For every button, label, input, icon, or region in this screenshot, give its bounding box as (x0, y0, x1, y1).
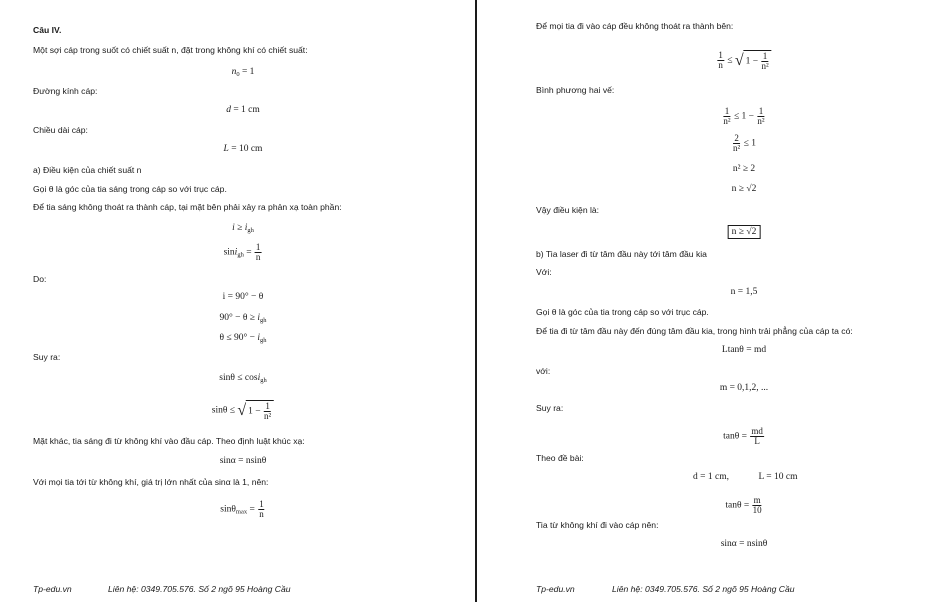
eq-m-values: m = 0,1,2, ... (719, 383, 769, 393)
eq-n2-ge-2: n² ≥ 2 (732, 164, 756, 174)
eq-i-ge-igh: $i \ge i_{gh}$ (232, 223, 254, 234)
diameter-label: Đường kính cáp: (33, 86, 98, 96)
eq-tan-md-l: tanθ = $\frac{md}{L}$ (723, 426, 763, 446)
eq-ltan: Ltanθ = md (721, 345, 767, 355)
eq-sin-le-cos: sinθ ≤ cosi$_{gh}$ (219, 373, 267, 384)
eq-given-L: L = 10 cm (758, 472, 798, 482)
total-reflection-text: Để tia sáng không thoát ra thành cáp, tại mặt bên phải xảy ra phản xạ toàn phần: (33, 202, 342, 212)
eq-tan-m-10: tanθ = $\frac{m}{10}$ (725, 495, 762, 515)
eq-squared: $\frac{1}{\text{n²}}$ ≤ 1 − $\frac{1}{\text{n²}}$ (723, 106, 765, 126)
eq-snell-right: sinα = nsinθ (720, 539, 768, 549)
footer-contact-right: Liên hệ: 0349.705.576. Số 2 ngõ 95 Hoàng Cầu (612, 584, 795, 594)
with-label: Với: (536, 267, 552, 277)
length-label: Chiều dài cáp: (33, 125, 88, 135)
eq-sin-le-sqrt: sinθ ≤ √ 1 − $\frac{1}{\text{n²}}$ (212, 400, 274, 421)
footer-contact: Liên hệ: 0349.705.576. Số 2 ngõ 95 Hoàng Cầu (108, 584, 291, 594)
given-label: Theo đề bài: (536, 453, 584, 463)
eq-snell: sinα = nsinθ (219, 456, 267, 466)
eq-boxed-result: n ≥ √2 (728, 227, 761, 238)
eq-angle-ge: $90^\circ - \theta \ge i_{gh}$ (219, 313, 267, 324)
do-label: Do: (33, 274, 47, 284)
part-a-title: a) Điều kiện của chiết suất n (33, 165, 142, 175)
eq-1n-le-sqrt: $\frac{1}{n}$ ≤ √ 1 − $\frac{1}{\text{n²}}$ (716, 50, 771, 71)
eq-length: L = 10 cm (223, 144, 263, 154)
suy-ra-label-right: Suy ra: (536, 403, 564, 413)
theta-definition: Gọi θ là góc của tia sáng trong cáp so với trục cáp. (33, 184, 227, 194)
eq-given-d: d = 1 cm, (693, 472, 729, 482)
eq-theta-le: $\theta \le 90^\circ - i_{gh}$ (219, 333, 267, 344)
square-both-label: Bình phương hai vế: (536, 85, 615, 95)
unfolded-text: Để tia đi từ tâm đầu này đến đúng tâm đầu kia, trong hình trải phẳng của cáp ta có: (536, 326, 853, 336)
intro-text: Một sợi cáp trong suốt có chiết suất n, đặt trong không khí có chiết suất: (33, 45, 308, 55)
with-label-2: với: (536, 366, 551, 376)
footer-site: Tp-edu.vn (33, 584, 72, 594)
theta-definition-b: Gọi θ là góc của tia trong cáp so với trục cáp. (536, 307, 709, 317)
footer-site-right: Tp-edu.vn (536, 584, 575, 594)
eq-n-ge-sqrt2: n ≥ √2 (731, 184, 757, 194)
max-sin-text: Với mọi tia tới từ không khí, giá trị lớn nhất của sinα là 1, nên: (33, 477, 269, 487)
eq-n0: $n_0 = 1$ (231, 67, 255, 78)
question-heading: Câu IV. (33, 25, 62, 35)
eq-i-angle: i = 90° − θ (222, 292, 264, 302)
eq-n-value: n = 1,5 (730, 287, 758, 297)
air-to-cable-text: Tia từ không khí đi vào cáp nên: (536, 520, 659, 530)
refraction-text: Mặt khác, tia sáng đi từ không khí vào đầu cáp. Theo định luật khúc xạ: (33, 436, 305, 446)
eq-sin-max: sinθ$_{max}$ = $\frac{1}{n}$ (220, 499, 264, 519)
right-page (477, 0, 950, 602)
part-b-title: b) Tia laser đi từ tâm đầu này tới tâm đầu kia (536, 249, 707, 259)
eq-diameter: d = 1 cm (226, 105, 260, 115)
eq-sin-igh: sini$_{gh}$ = $\frac{1}{n}$ (223, 242, 261, 262)
condition-label: Vậy điều kiện là: (536, 205, 600, 215)
suy-ra-label: Suy ra: (33, 352, 61, 362)
condition-intro: Để mọi tia đi vào cáp đều không thoát ra thành bên: (536, 21, 734, 31)
eq-2-over-n2: $\frac{2}{\text{n²}}$ ≤ 1 (733, 133, 756, 153)
